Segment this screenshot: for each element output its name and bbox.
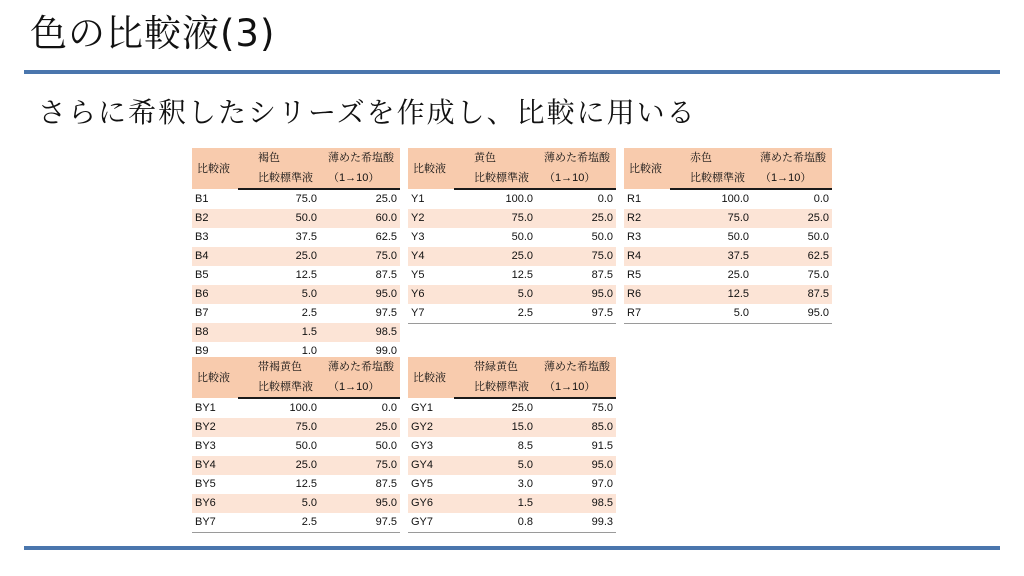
- header-cell-standard-label: 比較標準液: [238, 168, 320, 189]
- table-row: [192, 418, 400, 437]
- diluent-volume-cell: 62.5: [320, 228, 400, 247]
- standard-volume-cell: 5.0: [670, 304, 752, 324]
- table-row: [624, 266, 832, 285]
- sample-id-cell: Y6: [408, 285, 454, 304]
- sample-id-cell: B9: [192, 342, 238, 362]
- sample-id-cell: B1: [192, 189, 238, 209]
- diluent-volume-cell: 87.5: [320, 475, 400, 494]
- table-row: [408, 437, 616, 456]
- header-cell-diluent-ratio: （1→10）: [536, 168, 616, 189]
- diluent-volume-cell: 99.0: [320, 342, 400, 362]
- sample-id-cell: BY5: [192, 475, 238, 494]
- sample-id-cell: B5: [192, 266, 238, 285]
- diluent-volume-cell: 95.0: [320, 285, 400, 304]
- diluent-volume-cell: 75.0: [536, 247, 616, 266]
- table-row: [192, 266, 400, 285]
- page-subtitle: さらに希釈したシリーズを作成し、比較に用いる: [38, 96, 697, 129]
- header-cell-sample: 比較液: [408, 357, 454, 398]
- table-row: [192, 513, 400, 533]
- standard-volume-cell: 0.8: [454, 513, 536, 533]
- table-row: [408, 418, 616, 437]
- header-cell-sample: 比較液: [192, 148, 238, 189]
- header-cell-standard-label: 比較標準液: [454, 377, 536, 398]
- comparison-table-brownish-yellow: [192, 357, 400, 533]
- standard-volume-cell: 75.0: [238, 418, 320, 437]
- diluent-volume-cell: 75.0: [752, 266, 832, 285]
- standard-volume-cell: 100.0: [454, 189, 536, 209]
- header-cell-diluent-ratio: （1→10）: [320, 168, 400, 189]
- diluent-volume-cell: 60.0: [320, 209, 400, 228]
- diluent-volume-cell: 75.0: [320, 456, 400, 475]
- diluent-volume-cell: 25.0: [320, 418, 400, 437]
- sample-id-cell: Y7: [408, 304, 454, 324]
- table-row: [192, 285, 400, 304]
- diluent-volume-cell: 98.5: [320, 323, 400, 342]
- standard-volume-cell: 50.0: [238, 209, 320, 228]
- table-row: [408, 475, 616, 494]
- standard-volume-cell: 12.5: [454, 266, 536, 285]
- diluent-volume-cell: 99.3: [536, 513, 616, 533]
- sample-id-cell: GY5: [408, 475, 454, 494]
- diluent-volume-cell: 87.5: [752, 285, 832, 304]
- standard-volume-cell: 50.0: [670, 228, 752, 247]
- sample-id-cell: GY3: [408, 437, 454, 456]
- table-row: [624, 209, 832, 228]
- sample-id-cell: Y2: [408, 209, 454, 228]
- header-cell-standard-label: 比較標準液: [238, 377, 320, 398]
- standard-volume-cell: 1.0: [238, 342, 320, 362]
- standard-volume-cell: 25.0: [670, 266, 752, 285]
- diluent-volume-cell: 25.0: [320, 189, 400, 209]
- sample-id-cell: B6: [192, 285, 238, 304]
- title-divider: [24, 70, 1000, 74]
- standard-volume-cell: 50.0: [454, 228, 536, 247]
- diluent-volume-cell: 62.5: [752, 247, 832, 266]
- standard-volume-cell: 100.0: [670, 189, 752, 209]
- sample-id-cell: R7: [624, 304, 670, 324]
- sample-id-cell: R4: [624, 247, 670, 266]
- standard-volume-cell: 15.0: [454, 418, 536, 437]
- header-cell-standard-color: 褐色: [238, 148, 320, 168]
- diluent-volume-cell: 87.5: [536, 266, 616, 285]
- standard-volume-cell: 8.5: [454, 437, 536, 456]
- sample-id-cell: R2: [624, 209, 670, 228]
- standard-volume-cell: 2.5: [238, 304, 320, 323]
- standard-volume-cell: 1.5: [454, 494, 536, 513]
- sample-id-cell: BY6: [192, 494, 238, 513]
- standard-volume-cell: 3.0: [454, 475, 536, 494]
- diluent-volume-cell: 85.0: [536, 418, 616, 437]
- sample-id-cell: BY4: [192, 456, 238, 475]
- standard-volume-cell: 5.0: [238, 285, 320, 304]
- sample-id-cell: B3: [192, 228, 238, 247]
- table-row: [408, 494, 616, 513]
- sample-id-cell: BY3: [192, 437, 238, 456]
- table-row: [192, 247, 400, 266]
- standard-volume-cell: 75.0: [670, 209, 752, 228]
- header-cell-standard-color: 赤色: [670, 148, 752, 168]
- table-row: [408, 304, 616, 324]
- table-row: [408, 513, 616, 533]
- diluent-volume-cell: 97.5: [320, 304, 400, 323]
- header-cell-diluent-ratio: （1→10）: [536, 377, 616, 398]
- table-row: [192, 228, 400, 247]
- diluent-volume-cell: 97.0: [536, 475, 616, 494]
- sample-id-cell: GY6: [408, 494, 454, 513]
- diluent-volume-cell: 97.5: [536, 304, 616, 324]
- sample-id-cell: GY4: [408, 456, 454, 475]
- header-cell-sample: 比較液: [192, 357, 238, 398]
- header-cell-diluent: 薄めた希塩酸: [752, 148, 832, 168]
- header-cell-standard-color: 帯褐黄色: [238, 357, 320, 377]
- standard-volume-cell: 2.5: [238, 513, 320, 533]
- header-cell-diluent: 薄めた希塩酸: [536, 148, 616, 168]
- comparison-table-greenish-yellow: [408, 357, 616, 533]
- table-row: [192, 475, 400, 494]
- diluent-volume-cell: 50.0: [536, 228, 616, 247]
- standard-volume-cell: 5.0: [238, 494, 320, 513]
- sample-id-cell: B4: [192, 247, 238, 266]
- standard-volume-cell: 25.0: [454, 398, 536, 418]
- table-row: [192, 494, 400, 513]
- table-row: [408, 398, 616, 418]
- standard-volume-cell: 12.5: [238, 266, 320, 285]
- standard-volume-cell: 12.5: [238, 475, 320, 494]
- diluent-volume-cell: 95.0: [536, 456, 616, 475]
- table-row: [192, 398, 400, 418]
- sample-id-cell: R6: [624, 285, 670, 304]
- standard-volume-cell: 100.0: [238, 398, 320, 418]
- header-cell-sample: 比較液: [408, 148, 454, 189]
- standard-volume-cell: 12.5: [670, 285, 752, 304]
- sample-id-cell: B8: [192, 323, 238, 342]
- diluent-volume-cell: 95.0: [320, 494, 400, 513]
- table-row: [408, 285, 616, 304]
- diluent-volume-cell: 25.0: [536, 209, 616, 228]
- diluent-volume-cell: 91.5: [536, 437, 616, 456]
- sample-id-cell: R5: [624, 266, 670, 285]
- header-cell-diluent: 薄めた希塩酸: [536, 357, 616, 377]
- standard-volume-cell: 75.0: [454, 209, 536, 228]
- sample-id-cell: BY7: [192, 513, 238, 533]
- sample-id-cell: Y3: [408, 228, 454, 247]
- standard-volume-cell: 37.5: [238, 228, 320, 247]
- sample-id-cell: B7: [192, 304, 238, 323]
- table-row: [624, 189, 832, 209]
- diluent-volume-cell: 0.0: [536, 189, 616, 209]
- table-row: [408, 247, 616, 266]
- standard-volume-cell: 25.0: [238, 247, 320, 266]
- sample-id-cell: Y4: [408, 247, 454, 266]
- diluent-volume-cell: 95.0: [536, 285, 616, 304]
- standard-volume-cell: 25.0: [454, 247, 536, 266]
- sample-id-cell: Y1: [408, 189, 454, 209]
- header-cell-diluent: 薄めた希塩酸: [320, 357, 400, 377]
- sample-id-cell: BY1: [192, 398, 238, 418]
- table-row: [624, 228, 832, 247]
- page-title: 色の比較液(3): [30, 12, 276, 55]
- diluent-volume-cell: 87.5: [320, 266, 400, 285]
- standard-volume-cell: 25.0: [238, 456, 320, 475]
- table-row: [408, 266, 616, 285]
- diluent-volume-cell: 25.0: [752, 209, 832, 228]
- sample-id-cell: GY7: [408, 513, 454, 533]
- standard-volume-cell: 75.0: [238, 189, 320, 209]
- comparison-table-yellow: [408, 148, 616, 324]
- table-row: [408, 456, 616, 475]
- diluent-volume-cell: 98.5: [536, 494, 616, 513]
- table-row: [408, 189, 616, 209]
- diluent-volume-cell: 95.0: [752, 304, 832, 324]
- table-row: [192, 323, 400, 342]
- table-row: [192, 189, 400, 209]
- table-row: [624, 285, 832, 304]
- table-row: [192, 456, 400, 475]
- header-cell-diluent: 薄めた希塩酸: [320, 148, 400, 168]
- standard-volume-cell: 37.5: [670, 247, 752, 266]
- sample-id-cell: GY2: [408, 418, 454, 437]
- footer-divider: [24, 546, 1000, 550]
- header-cell-standard-label: 比較標準液: [670, 168, 752, 189]
- diluent-volume-cell: 50.0: [320, 437, 400, 456]
- diluent-volume-cell: 0.0: [320, 398, 400, 418]
- comparison-table-brown: [192, 148, 400, 362]
- standard-volume-cell: 50.0: [238, 437, 320, 456]
- header-cell-sample: 比較液: [624, 148, 670, 189]
- diluent-volume-cell: 50.0: [752, 228, 832, 247]
- header-cell-standard-label: 比較標準液: [454, 168, 536, 189]
- sample-id-cell: R1: [624, 189, 670, 209]
- sample-id-cell: GY1: [408, 398, 454, 418]
- header-cell-standard-color: 黄色: [454, 148, 536, 168]
- header-cell-diluent-ratio: （1→10）: [320, 377, 400, 398]
- table-row: [192, 304, 400, 323]
- header-cell-standard-color: 帯緑黄色: [454, 357, 536, 377]
- comparison-table-red: [624, 148, 832, 324]
- diluent-volume-cell: 75.0: [536, 398, 616, 418]
- sample-id-cell: Y5: [408, 266, 454, 285]
- table-row: [192, 209, 400, 228]
- table-row: [192, 437, 400, 456]
- table-row: [624, 247, 832, 266]
- standard-volume-cell: 2.5: [454, 304, 536, 324]
- table-row: [624, 304, 832, 324]
- sample-id-cell: B2: [192, 209, 238, 228]
- diluent-volume-cell: 0.0: [752, 189, 832, 209]
- standard-volume-cell: 5.0: [454, 456, 536, 475]
- table-row: [408, 209, 616, 228]
- diluent-volume-cell: 75.0: [320, 247, 400, 266]
- table-row: [408, 228, 616, 247]
- standard-volume-cell: 1.5: [238, 323, 320, 342]
- header-cell-diluent-ratio: （1→10）: [752, 168, 832, 189]
- standard-volume-cell: 5.0: [454, 285, 536, 304]
- diluent-volume-cell: 97.5: [320, 513, 400, 533]
- sample-id-cell: BY2: [192, 418, 238, 437]
- sample-id-cell: R3: [624, 228, 670, 247]
